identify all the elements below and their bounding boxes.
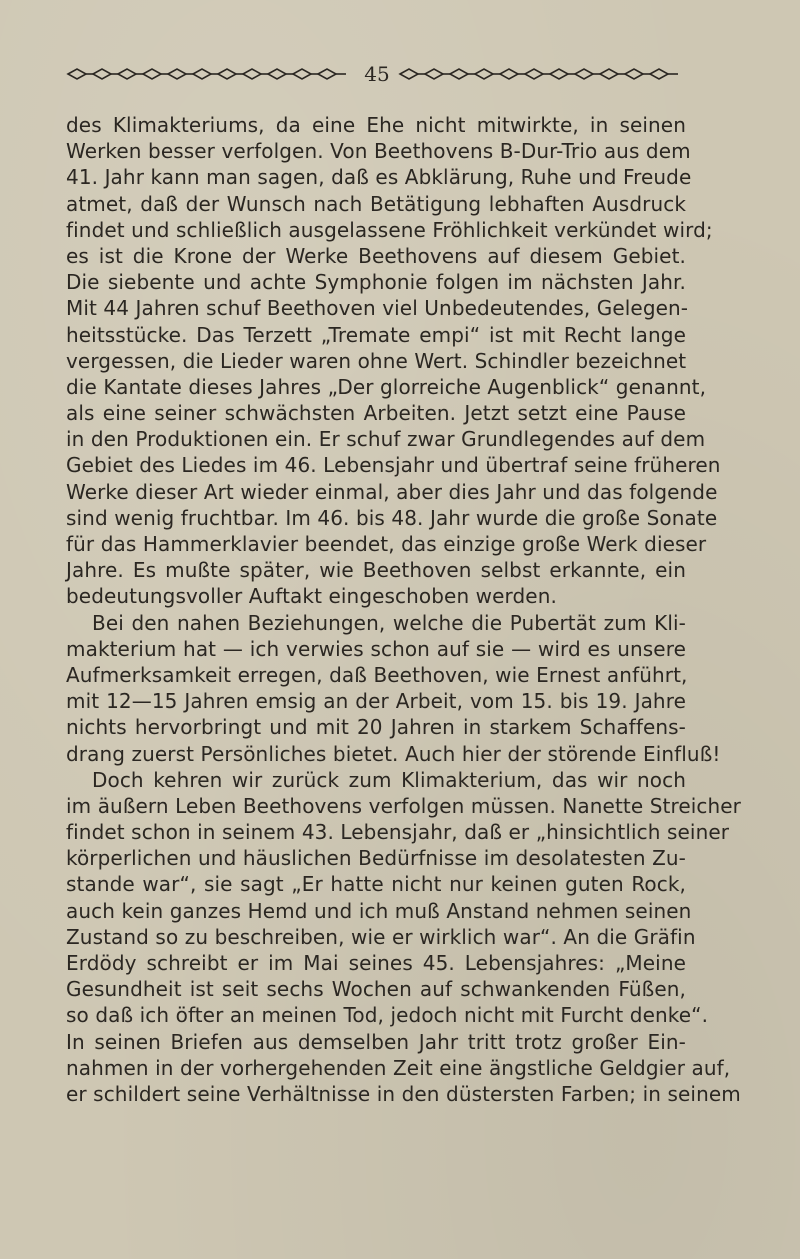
text-line: es ist die Krone der Werke Beethovens auf diesem Gebiet. <box>66 243 686 268</box>
text-line: des Klimakteriums, da eine Ehe nicht mitwirkte, in seinen <box>66 113 686 137</box>
diamond-chain-ornament-left <box>66 67 348 81</box>
text-line: Erdödy schreibt er im Mai seines 45. Lebensjahres: „Meine <box>66 951 686 975</box>
text-line: Jahre. Es mußte später, wie Beethoven selbst erkannte, ein <box>66 558 686 583</box>
text-line: mit 12—15 Jahren emsig an der Arbeit, vom 15. bis 19. Jahre <box>66 689 686 714</box>
text-line: für das Hammerklavier beendet, das einzige große Werk dieser <box>66 532 707 556</box>
text-line: findet und schließlich ausgelassene Fröhlichkeit verkündet wird; <box>66 217 713 242</box>
text-line: 41. Jahr kann man sagen, daß es Abklärung, Ruhe und Freude <box>66 165 692 190</box>
text-line: Werken besser verfolgen. Von Beethovens B-Dur-Trio aus dem <box>66 139 691 164</box>
text-line: er schildert seine Verhältnisse in den düstersten Farben; in seinem <box>66 1081 741 1106</box>
text-line: stande war“, sie sagt „Er hatte nicht nur keinen guten Rock, <box>66 872 686 897</box>
text-line: drang zuerst Persönliches bietet. Auch hier der störende Einfluß! <box>66 741 721 766</box>
text-line: Doch kehren wir zurück zum Klimakterium, das wir noch <box>92 767 686 792</box>
text-line: In seinen Briefen aus demselben Jahr tritt trotz großer Ein- <box>66 1029 686 1054</box>
text-line: nahmen in der vorhergehenden Zeit eine ängstliche Geldgier auf, <box>66 1055 731 1080</box>
page-number: 45 <box>364 62 390 86</box>
text-line: Die siebente und achte Symphonie folgen im nächsten Jahr. <box>66 270 686 295</box>
text-line: im äußern Leben Beethovens verfolgen müssen. Nanette Streicher <box>66 793 741 818</box>
text-line: findet schon in seinem 43. Lebensjahr, daß er „hinsichtlich seiner <box>66 820 730 845</box>
text-line: Gebiet des Liedes im 46. Lebensjahr und übertraf seine früheren <box>66 453 721 478</box>
text-line: auch kein ganzes Hemd und ich muß Anstand nehmen seinen <box>66 898 692 923</box>
text-line: so daß ich öfter an meinen Tod, jedoch nicht mit Furcht denke“. <box>66 1003 709 1028</box>
text-line: in den Produktionen ein. Er schuf zwar Grundlegendes auf dem <box>66 427 706 452</box>
text-line: Gesundheit ist seit sechs Wochen auf schwankenden Füßen, <box>66 977 686 1002</box>
text-line: bedeutungsvoller Auftakt eingeschoben werden. <box>66 584 557 609</box>
text-line: die Kantate dieses Jahres „Der glorreiche Augenblick“ genannt, <box>66 374 707 399</box>
text-line: makterium hat — ich verwies schon auf sie — wird es unsere <box>66 636 686 661</box>
diamond-chain-ornament-right <box>398 67 680 81</box>
body-text <box>66 112 741 1107</box>
text-line: heitsstücke. Das Terzett „Tremate empi“ ist mit Recht lange <box>66 322 686 347</box>
text-line: sind wenig fruchtbar. Im 46. bis 48. Jahr wurde die große Sonate <box>66 505 718 530</box>
page-header <box>0 62 800 86</box>
text-line: Aufmerksamkeit erregen, daß Beethoven, wie Ernest anführt, <box>66 662 688 687</box>
text-line: Werke dieser Art wieder einmal, aber dies Jahr und das folgende <box>66 479 718 504</box>
text-line: atmet, daß der Wunsch nach Betätigung lebhaften Ausdruck <box>66 191 686 216</box>
text-line: Zustand so zu beschreiben, wie er wirklich war“. An die Gräfin <box>66 924 696 949</box>
text-line: nichts hervorbringt und mit 20 Jahren in starkem Schaffens- <box>66 715 686 740</box>
text-line: Mit 44 Jahren schuf Beethoven viel Unbedeutendes, Gelegen- <box>66 296 689 321</box>
text-line: als eine seiner schwächsten Arbeiten. Jetzt setzt eine Pause <box>66 401 686 426</box>
text-line: vergessen, die Lieder waren ohne Wert. Schindler bezeichnet <box>66 348 687 373</box>
text-line: körperlichen und häuslichen Bedürfnisse im desolatesten Zu- <box>66 846 686 871</box>
text-line: Bei den nahen Beziehungen, welche die Pubertät zum Kli- <box>92 610 686 635</box>
